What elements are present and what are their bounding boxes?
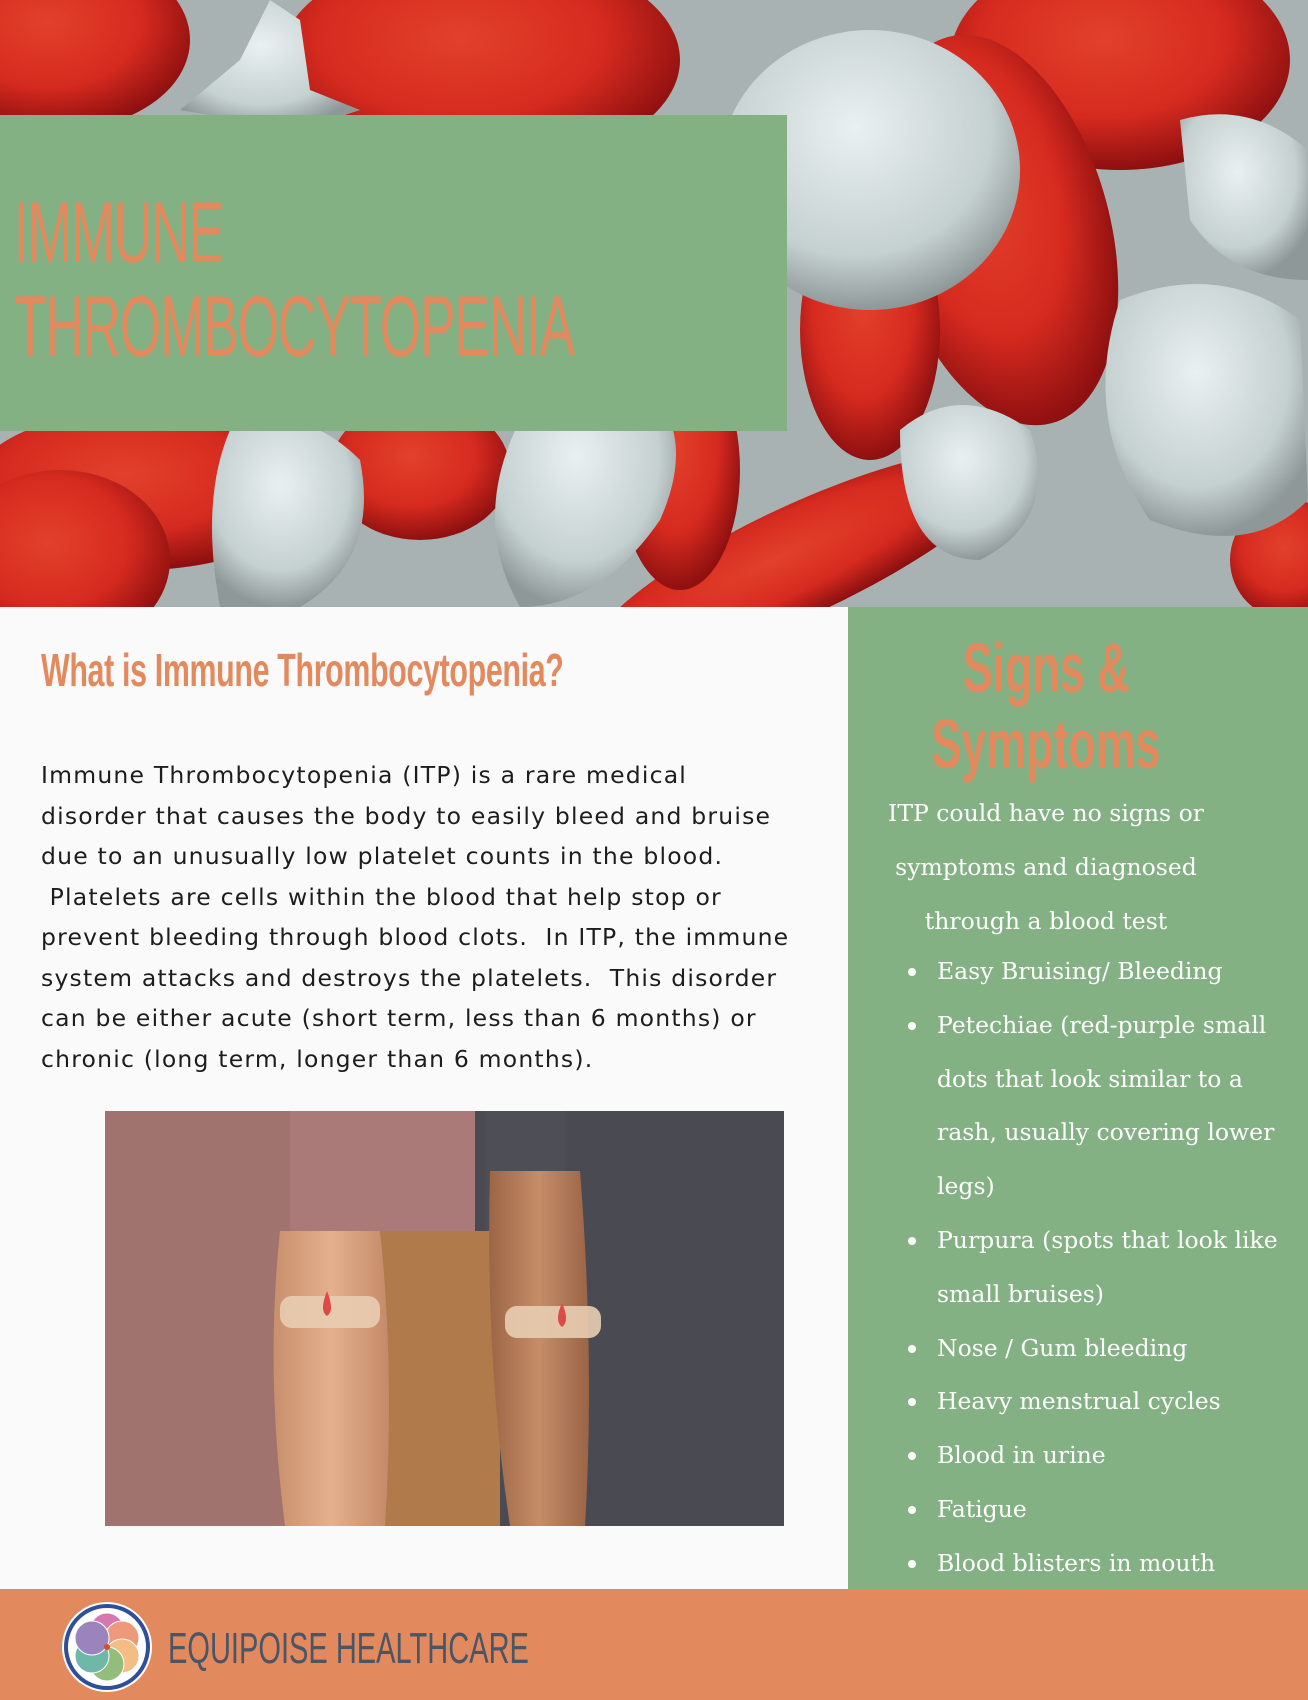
paragraph-line: chronic (long term, longer than 6 months). [41,1044,594,1073]
paragraph-line: prevent bleeding through blood clots. In ITP, the immune [41,923,790,951]
page-title-line-1: IMMUNE [14,185,223,281]
item-text: Nose / Gum bleeding [937,1333,1188,1362]
what-is-paragraph [41,755,841,1079]
bullet-icon [908,1506,916,1514]
item-text: Purpura (spots that look like [937,1225,1278,1254]
bullet-icon [908,1560,916,1568]
item-text: Easy Bruising/ Bleeding [937,957,1223,985]
item-text: legs) [937,1172,995,1201]
heading-line: Signs & [962,629,1130,707]
heading-line: Symptoms [931,705,1161,783]
paragraph-line: Immune Thrombocytopenia (ITP) is a rare medical [41,761,688,789]
item-text: Petechiae (red-purple small [937,1010,1267,1039]
bullet-icon [908,968,916,976]
intro-line: ITP could have no signs or [888,799,1204,827]
bullet-icon [908,1452,916,1460]
list-item [904,1537,1308,1591]
list-item [904,1322,1308,1376]
symptoms-list [904,945,1308,1591]
item-text: Fatigue [937,1494,1027,1523]
item-text: rash, usually covering lower [937,1118,1275,1147]
bandaged-arms-photo [105,1111,784,1526]
paragraph-line: can be either acute (short term, less than 6 months) or [41,1004,757,1032]
item-text: small bruises) [937,1279,1104,1308]
paragraph-line: disorder that causes the body to easily bleed and bruise [41,801,772,830]
item-text: dots that look similar to a [937,1064,1243,1093]
list-item [904,999,1308,1214]
bullet-icon [908,1398,916,1406]
list-item [904,1483,1308,1537]
paragraph-line: Platelets are cells within the blood that help stop or [41,882,722,911]
intro-line: symptoms and diagnosed [895,853,1197,881]
bullet-icon [908,1237,916,1245]
page-title-line-2: THROMBOCYTOPENIA [14,279,574,375]
list-item [904,945,1308,999]
signs-intro-text [848,786,1244,948]
arms-illustration [105,1111,784,1526]
paragraph-line: system attacks and destroys the platelets. This disorder [41,963,778,992]
brand-name: EQUIPOISE HEALTHCARE [168,1624,529,1673]
item-text: Blood blisters in mouth [937,1548,1216,1577]
item-text: Blood in urine [937,1441,1106,1470]
list-item [904,1214,1308,1322]
bullet-icon [908,1345,916,1353]
list-item [904,1375,1308,1429]
bullet-icon [908,1022,916,1030]
paragraph-line: due to an unusually low platelet counts in the blood. [41,842,724,870]
item-text: Heavy menstrual cycles [937,1387,1221,1416]
flower-of-life-logo-icon [60,1600,154,1694]
signs-symptoms-heading [848,630,1244,782]
intro-line: through a blood test [924,907,1168,935]
what-is-heading: What is Immune Thrombocytopenia? [41,644,564,696]
list-item [904,1429,1308,1483]
